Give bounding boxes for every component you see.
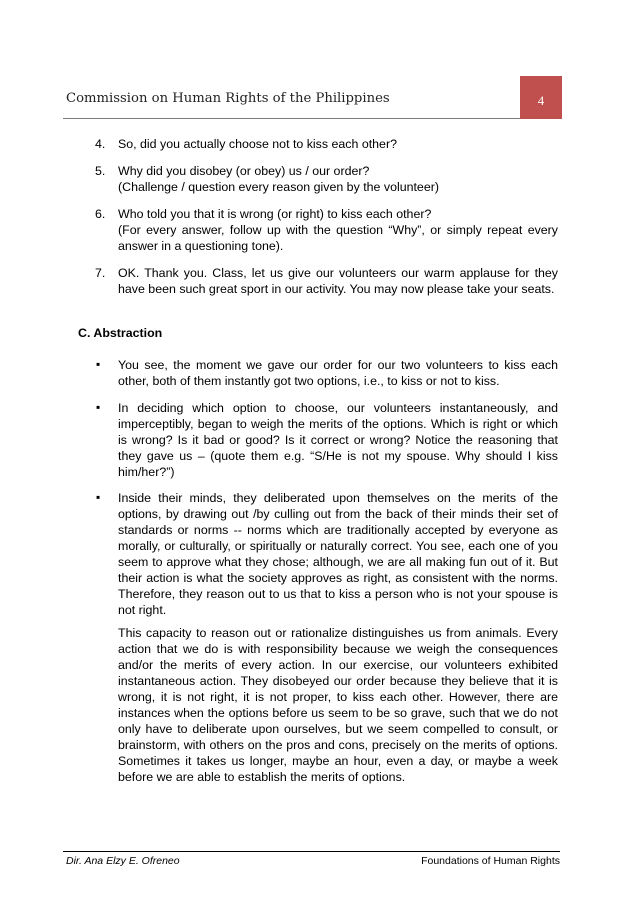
question-note: (Challenge / question every reason given by the volunteer) (118, 180, 439, 194)
section-heading: C. Abstraction (78, 326, 163, 340)
bullet-item: Inside their minds, they deliberated upon themselves on the merits of the options, by drawing out /by culling out from the back of their minds their set of standards or norms -- norms which are traditionally accepted by everyone as morally, or culturally, or spiritually or naturally correct. You see, each one of you seem to approve what they chose; although, we are all making fun out of it. But their action is what the society approves as right, as consistent with the norms. Therefore, they reason out to us that to kiss a person who is not your spouse is not right. (118, 491, 558, 617)
bullet-item: In deciding which option to choose, our volunteers instantaneously, and imperceptibly, began to weigh the merits of the options. Which is right or which is wrong? Is it bad or good? Is it correct or wrong? Notice the reasoning that they gave us – (quote them e.g. “S/He is not my spouse. Why should I kiss him/her?”) (118, 401, 558, 479)
question-number: 5. (95, 164, 106, 178)
bullet-icon: ▪ (96, 400, 101, 414)
question-item (95, 163, 558, 195)
question-text: Who told you that it is wrong (or right) to kiss each other? (118, 207, 432, 221)
document-header-title: Commission on Human Rights of the Philippines (66, 91, 390, 106)
question-item (95, 206, 558, 254)
question-number: 6. (95, 207, 106, 221)
bullet-icon: ▪ (96, 357, 101, 371)
question-note: (For every answer, follow up with the question “Why”, or simply repeat every answer in a questioning tone). (118, 223, 558, 253)
body-paragraph: This capacity to reason out or rationalize distinguishes us from animals. Every action that we do is with responsibility because we weigh the consequences and/or the merits of every action. In our exercise, our volunteers exhibited instantaneous action. They disobeyed our order because they believe that it is wrong, it is not right, it is not proper, to kiss each other. However, there are instances when the options before us seem to be so grave, such that we do not only have to deliberate upon ourselves, but we seem compelled to consult, or brainstorm, with others on the pros and cons, precisely on the merits of options. Sometimes it takes us longer, maybe an hour, even a day, or maybe a week before we are able to establish the merits of options. (118, 626, 558, 784)
footer-divider (63, 851, 560, 852)
question-text: OK. Thank you. Class, let us give our volunteers our warm applause for they have been such great sport in our activity. You may now please take your seats. (118, 266, 558, 296)
question-number: 4. (95, 137, 106, 151)
page-number: 4 (537, 93, 545, 108)
question-item (95, 265, 558, 297)
question-text: Why did you disobey (or obey) us / our order? (118, 164, 370, 178)
question-text: So, did you actually choose not to kiss each other? (118, 137, 397, 151)
header-divider (63, 118, 520, 119)
bullet-icon: ▪ (96, 490, 101, 504)
question-item (95, 136, 558, 152)
bullet-item: You see, the moment we gave our order for our two volunteers to kiss each other, both of them instantly got two options, i.e., to kiss or not to kiss. (118, 358, 558, 388)
question-number: 7. (95, 266, 106, 280)
footer-author: Dir. Ana Elzy E. Ofreneo (66, 855, 180, 867)
footer-course-title: Foundations of Human Rights (421, 855, 560, 867)
page-number-box (520, 76, 562, 119)
